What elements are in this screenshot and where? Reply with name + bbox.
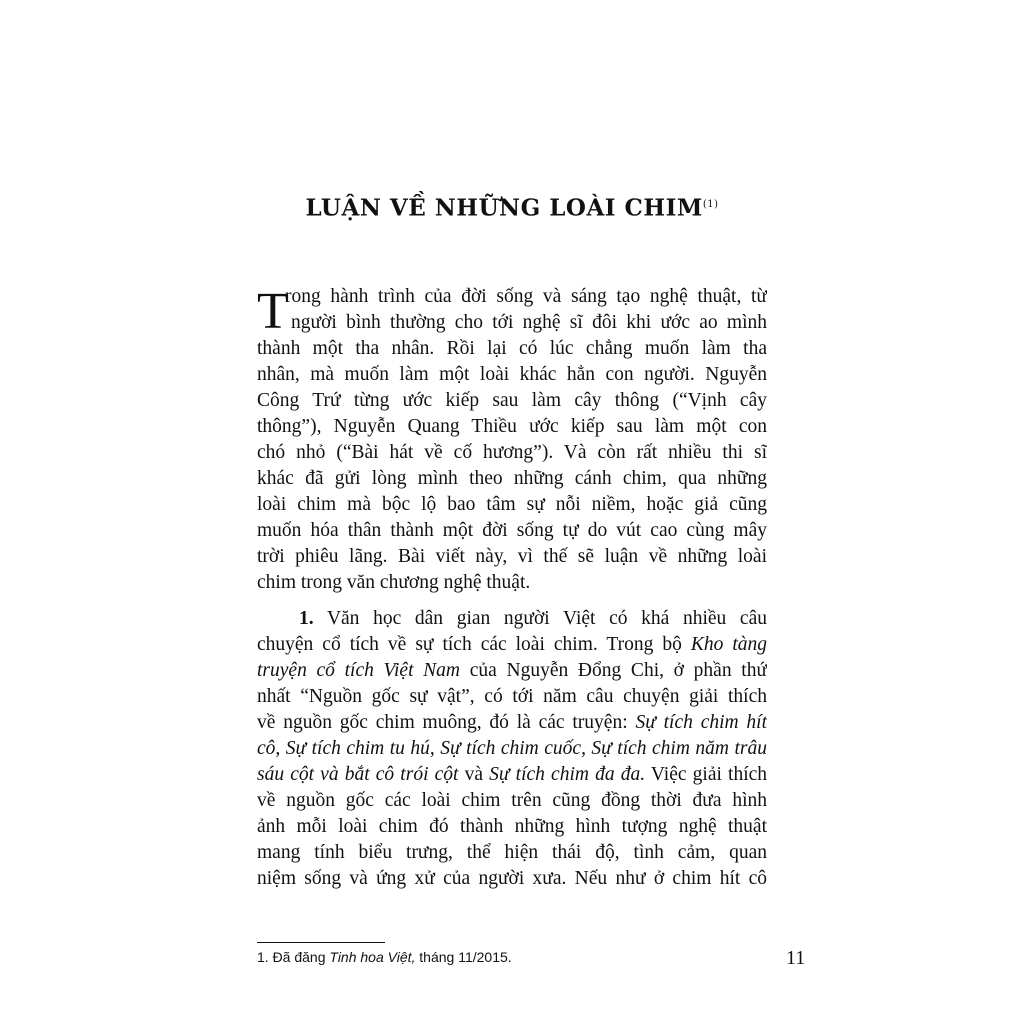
text-line: rong hành trình của đời sống và sáng tạo nghệ thuật, từ: [285, 286, 767, 307]
page-title: LUẬN VỀ NHỮNG LOÀI CHIM$^{(1)}$: [305, 194, 719, 222]
text-line: sáu cột và bắt cô trói cột và Sự tích chim đa đa. Việc giải thích: [257, 764, 767, 785]
text-line: trời phiêu lãng. Bài viết này, vì thế sẽ luận về những loài: [257, 546, 767, 567]
text-line: thành một tha nhân. Rồi lại có lúc chẳng muốn làm tha: [257, 338, 767, 359]
text-line: về nguồn gốc các loài chim trên cũng đồng thời đưa hình: [257, 790, 767, 811]
page-number: 11: [786, 947, 806, 969]
text-line: người bình thường cho tới nghệ sĩ đôi khi ước ao mình: [291, 312, 767, 333]
paragraph-1: [257, 284, 767, 606]
text-line: chim trong văn chương nghệ thuật.: [257, 572, 531, 593]
text-line: 1. Văn học dân gian người Việt có khá nhiều câu: [299, 608, 767, 629]
footnote: 1. Đã đăng Tinh hoa Việt, tháng 11/2015.: [257, 949, 512, 965]
drop-cap: T: [257, 283, 289, 340]
text-line: chuyện cổ tích về sự tích các loài chim. Trong bộ Kho tàng: [257, 634, 767, 655]
text-line: muốn hóa thân thành một đời sống tự do vút cao cùng mây: [257, 520, 767, 541]
text-line: loài chim mà bộc lộ bao tâm sự nỗi niềm, hoặc giả cũng: [257, 494, 767, 515]
footnote-reference: (1): [702, 199, 719, 210]
text-line: chó nhỏ (“Bài hát về cố hương”). Và còn rất nhiều thi sĩ: [257, 442, 767, 463]
text-line: truyện cổ tích Việt Nam của Nguyễn Đổng Chi, ở phần thứ: [257, 660, 767, 681]
text-line: mang tính biểu trưng, thể hiện thái độ, tình cảm, quan: [257, 842, 767, 863]
text-line: cô, Sự tích chim tu hú, Sự tích chim cuốc, Sự tích chim năm trâu: [257, 738, 767, 759]
text-line: nhân, mà muốn làm một loài khác hẳn con người. Nguyễn: [257, 364, 767, 385]
text-line: về nguồn gốc chim muông, đó là các truyện: Sự tích chim hít: [257, 712, 767, 733]
text-line: ảnh mỗi loài chim đó thành những hình tượng nghệ thuật: [257, 816, 767, 837]
paragraph-2: [257, 606, 767, 906]
text-line: thông”), Nguyễn Quang Thiều ước kiếp sau làm một con: [257, 416, 767, 437]
footnote-rule: [257, 942, 385, 943]
text-line: Công Trứ từng ước kiếp sau làm cây thông (“Vịnh cây: [257, 390, 767, 411]
text-line: nhất “Nguồn gốc sự vật”, có tới năm câu chuyện giải thích: [257, 686, 767, 707]
text-line: khác đã gửi lòng mình theo những cánh chim, qua những: [257, 468, 767, 489]
text-line: niệm sống và ứng xử của người xưa. Nếu như ở chim hít cô: [257, 868, 767, 889]
